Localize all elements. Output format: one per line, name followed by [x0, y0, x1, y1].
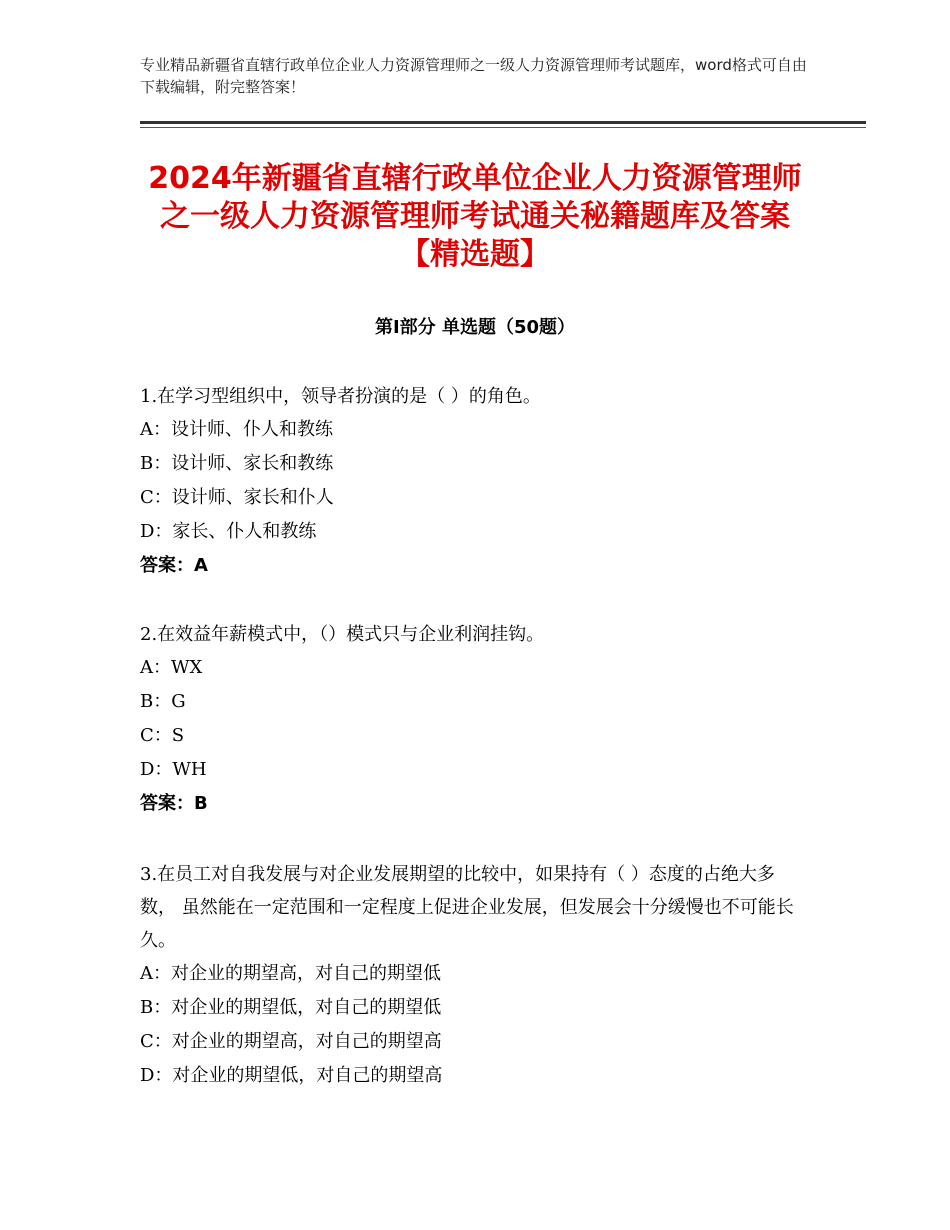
section-heading: 第Ⅰ部分 单选题（50题）: [374, 317, 575, 338]
option-a: A：对企业的期望高，对自己的期望低: [140, 963, 441, 984]
option-b: B：G: [140, 691, 186, 712]
option-c: C：S: [140, 725, 185, 746]
document-title: 2024年新疆省直辖行政单位企业人力资源管理师之一级人力资源管理师考试通关秘籍题库及答案【精选题】: [148, 161, 802, 272]
option-b: B：设计师、家长和教练: [140, 453, 334, 474]
answer-label: 答案：A: [140, 555, 208, 576]
question-2: [140, 618, 810, 821]
option-d: D：家长、仆人和教练: [140, 521, 317, 542]
header-divider-thick: [140, 121, 866, 124]
option-d: D：对企业的期望低，对自己的期望高: [140, 1065, 443, 1086]
option-d: D：WH: [140, 759, 207, 780]
answer-label: 答案：B: [140, 793, 208, 814]
question-stem: 3.在员工对自我发展与对企业发展期望的比较中，如果持有（ ）态度的占绝大多数， 虽然能在一定范围和一定程度上促进企业发展，但发展会十分缓慢也不可能长久。: [140, 864, 794, 951]
header-note: 专业精品新疆省直辖行政单位企业人力资源管理师之一级人力资源管理师考试题库，word格式可自由下载编辑，附完整答案！: [140, 56, 807, 96]
option-b: B：对企业的期望低，对自己的期望低: [140, 997, 442, 1018]
option-c: C：对企业的期望高，对自己的期望高: [140, 1031, 442, 1052]
question-stem: 2.在效益年薪模式中，（）模式只与企业利润挂钩。: [140, 624, 545, 645]
option-a: A：WX: [140, 657, 203, 678]
header-divider-thin: [140, 127, 866, 128]
question-stem: 1.在学习型组织中，领导者扮演的是（ ）的角色。: [140, 386, 541, 407]
question-3: [140, 858, 810, 1093]
option-a: A：设计师、仆人和教练: [140, 419, 333, 440]
question-1: [140, 380, 810, 583]
option-c: C：设计师、家长和仆人: [140, 487, 334, 508]
